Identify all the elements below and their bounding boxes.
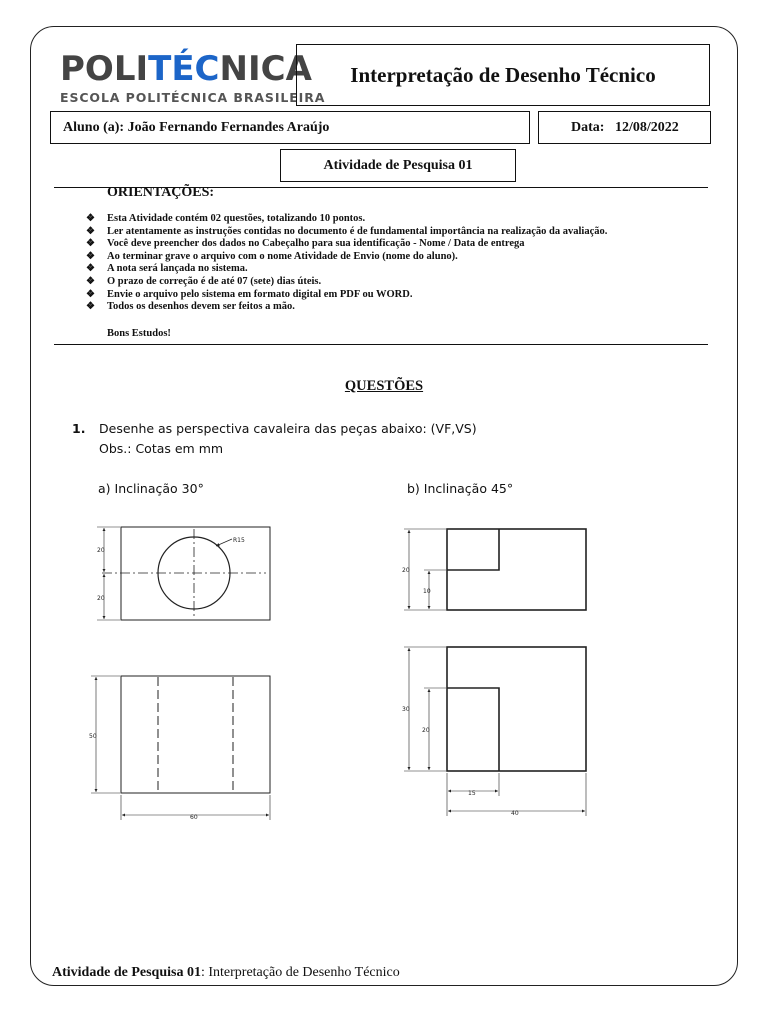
dim-label: 20 — [422, 727, 430, 734]
diamond-bullet-icon: ❖ — [86, 275, 95, 287]
orientations-title: ORIENTAÇÕES: — [107, 185, 215, 200]
radius-label: R15 — [233, 537, 245, 544]
activity-title: Atividade de Pesquisa 01 — [280, 149, 516, 182]
dim-label: 40 — [511, 810, 519, 817]
question-number: 1. — [72, 421, 86, 436]
dim-label: 60 — [190, 814, 198, 821]
dim-label: 20 — [97, 595, 105, 602]
footer-rest: : Interpretação de Desenho Técnico — [200, 965, 400, 980]
drawing-b-top — [402, 529, 586, 610]
footer-bold: Atividade de Pesquisa 01 — [52, 965, 201, 980]
page-footer — [52, 965, 400, 981]
label-a: a) Inclinação 30° — [98, 481, 204, 496]
diamond-bullet-icon: ❖ — [86, 213, 95, 224]
drawing-b-bottom — [402, 647, 586, 817]
closing-text: Bons Estudos! — [107, 328, 171, 339]
dim-label: 10 — [423, 588, 431, 595]
list-item: ❖ Ao terminar grave o arquivo com o nome Atividade de Envio (nome do aluno). — [86, 250, 458, 262]
dim-label: 30 — [402, 706, 410, 713]
list-item: ❖ Você deve preencher dos dados no Cabeçalho para sua identificação - Nome / Data de entrega — [86, 238, 525, 250]
list-item: ❖ Ler atentamente as instruções contidas no documento é de fundamental importância na realização da avaliação. — [86, 225, 608, 237]
question-text: Desenhe as perspectiva cavaleira das peças abaixo: (VF,VS) — [99, 421, 477, 436]
diamond-bullet-icon: ❖ — [86, 288, 95, 300]
label-b: b) Inclinação 45° — [407, 481, 514, 496]
diamond-bullet-icon: ❖ — [86, 225, 95, 237]
date-value: 12/08/2022 — [614, 119, 679, 135]
dim-label: 20 — [402, 567, 410, 574]
document-title: Interpretação de Desenho Técnico — [296, 44, 710, 106]
logo-brand: POLITÉCNICA — [60, 49, 312, 89]
diamond-bullet-icon: ❖ — [86, 238, 95, 250]
dim-label: 20 — [97, 547, 105, 554]
student-name: João Fernando Fernandes Araújo — [127, 119, 330, 135]
list-item: ❖ A nota será lançada no sistema. — [86, 263, 248, 275]
diamond-bullet-icon: ❖ — [86, 250, 95, 262]
dim-label: 50 — [89, 733, 97, 740]
drawing-a-side — [89, 676, 270, 821]
list-item: ❖ O prazo de correção é de até 07 (sete) dias úteis. — [86, 275, 322, 287]
student-label: Aluno (a): — [63, 119, 125, 135]
drawing-a-front — [97, 527, 270, 620]
logo-subtitle: ESCOLA POLITÉCNICA BRASILEIRA — [60, 90, 326, 105]
list-item: ❖ Todos os desenhos devem ser feitos a mão. — [86, 301, 295, 313]
question-obs: Obs.: Cotas em mm — [99, 441, 224, 456]
diamond-bullet-icon: ❖ — [86, 301, 95, 313]
diamond-bullet-icon: ❖ — [86, 263, 95, 275]
dim-label: 15 — [468, 790, 476, 797]
list-item: ❖ Envie o arquivo pelo sistema em formato digital em PDF ou WORD. — [86, 288, 413, 300]
date-label: Data: — [571, 119, 605, 135]
questions-heading: QUESTÕES — [344, 378, 424, 394]
list-item: ❖ Esta Atividade contém 02 questões, totalizando 10 pontos. — [86, 213, 366, 224]
